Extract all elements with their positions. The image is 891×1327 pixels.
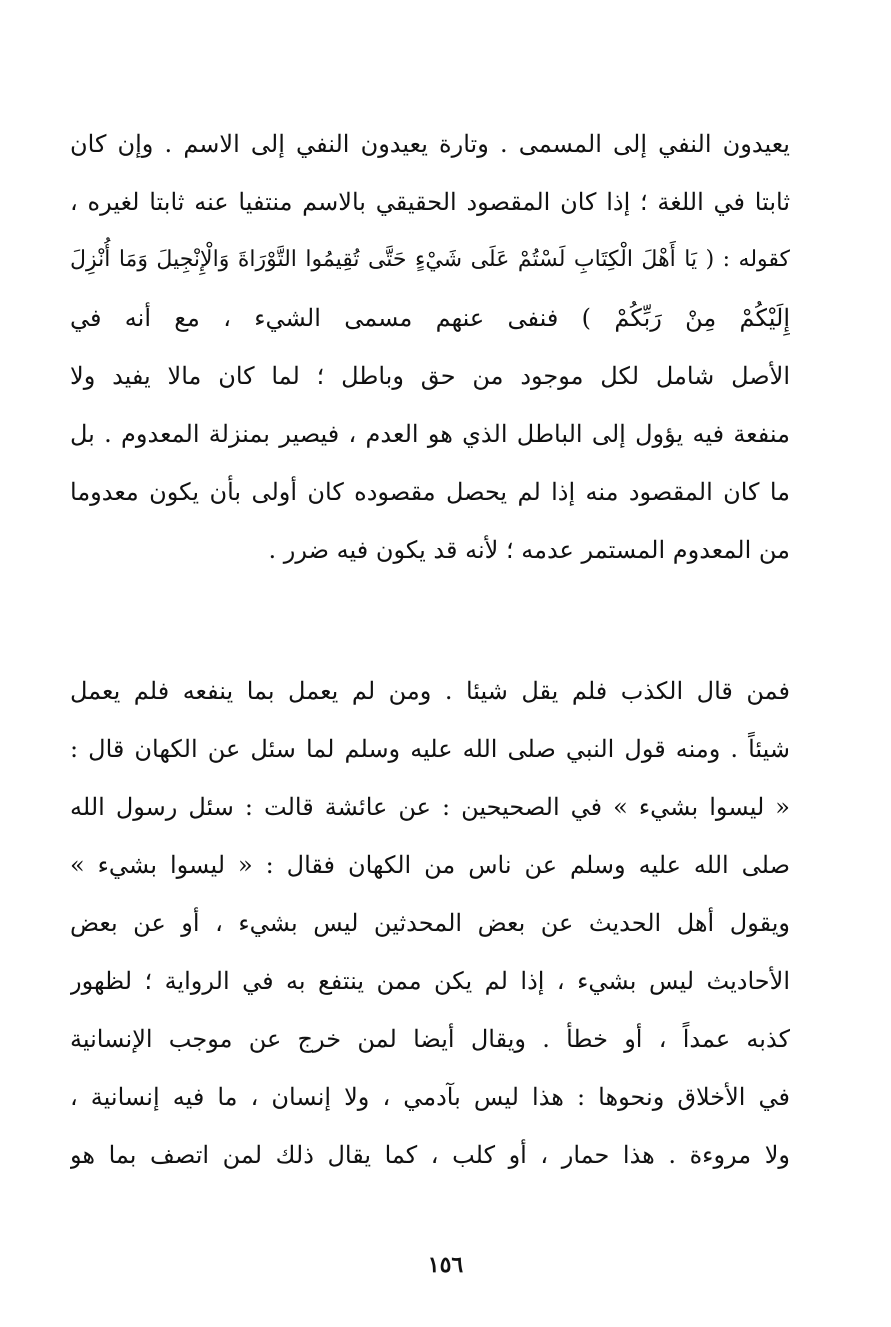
text-line: ثابتا في اللغة ؛ إذا كان المقصود الحقيقي بالاسم منتفيا عنه ثابتا لغيره ، bbox=[70, 188, 790, 216]
text-line: يعيدون النفي إلى المسمى . وتارة يعيدون النفي إلى الاسم . وإن كان bbox=[70, 130, 790, 158]
text-line: ويقول أهل الحديث عن بعض المحدثين ليس بشيء ، أو عن بعض bbox=[70, 909, 790, 937]
text-line: في الأخلاق ونحوها : هذا ليس بآدمي ، ولا إنسان ، ما فيه إنسانية ، bbox=[70, 1083, 790, 1111]
text-line: الأحاديث ليس بشيء ، إذا لم يكن ممن ينتفع به في الرواية ؛ لظهور bbox=[70, 967, 790, 995]
text-line: فمن قال الكذب فلم يقل شيئا . ومن لم يعمل بما ينفعه فلم يعمل bbox=[70, 677, 790, 705]
text-line: منفعة فيه يؤول إلى الباطل الذي هو العدم ، فيصير بمنزلة المعدوم . بل bbox=[70, 420, 790, 448]
text-line: شيئاً . ومنه قول النبي صلى الله عليه وسلم لما سئل عن الكهان قال : bbox=[70, 735, 790, 763]
quran-verse-line: إِلَيْكُمْ مِنْ رَبِّكُمْ ) فنفى عنهم مسمى الشيء ، مع أنه في bbox=[70, 304, 790, 332]
text-line: من المعدوم المستمر عدمه ؛ لأنه قد يكون فيه ضرر . bbox=[268, 536, 790, 564]
text-line: الأصل شامل لكل موجود من حق وباطل ؛ لما كان مالا يفيد ولا bbox=[70, 362, 790, 390]
paragraph-2 bbox=[70, 662, 790, 1184]
text-line: ولا مروءة . هذا حمار ، أو كلب ، كما يقال ذلك لمن اتصف بما هو bbox=[70, 1141, 790, 1169]
text-line: ما كان المقصود منه إذا لم يحصل مقصوده كان أولى بأن يكون معدوما bbox=[70, 478, 790, 506]
page-number: ١٥٦ bbox=[427, 1252, 464, 1278]
text-line: « ليسوا بشيء » في الصحيحين : عن عائشة قالت : سئل رسول الله bbox=[70, 793, 790, 821]
quran-verse-line: كقوله : ( يَا أَهْلَ الْكِتَابِ لَسْتُمْ عَلَى شَيْءٍ حَتَّى تُقِيمُوا التَّوْرَاةَ وَالْإِنْجِيلَ وَمَا أُنْزِلَ bbox=[70, 247, 790, 272]
paragraph-1 bbox=[70, 115, 790, 579]
text-line: كذبه عمداً ، أو خطأ . ويقال أيضا لمن خرج عن موجب الإنسانية bbox=[70, 1025, 790, 1053]
text-line: صلى الله عليه وسلم عن ناس من الكهان فقال : « ليسوا بشيء » bbox=[70, 851, 790, 879]
